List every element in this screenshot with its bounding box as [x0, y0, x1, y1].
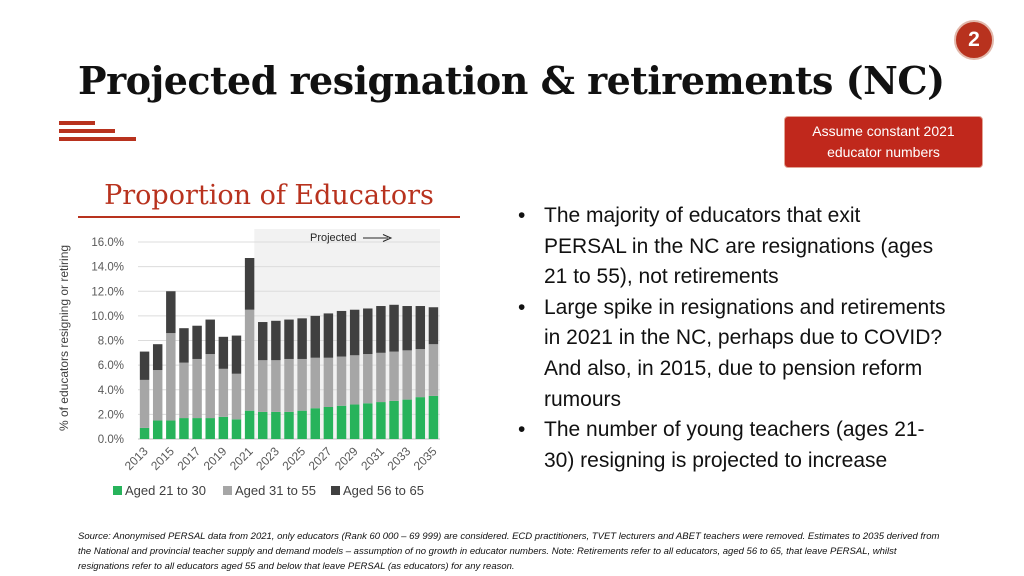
- bar-2017-series-2: [192, 359, 201, 418]
- bar-2028-series-1: [337, 406, 346, 439]
- bullet-item-2: • Large spike in resignations and retirements in 2021 in the NC, perhaps due to COVID? And also, in 2015, due to pension reform rumours: [518, 293, 948, 415]
- bar-2013-series-3: [140, 352, 149, 380]
- bar-2020-series-3: [232, 336, 241, 374]
- bar-2015-series-3: [166, 291, 175, 333]
- bar-2020-series-1: [232, 419, 241, 439]
- bar-2032-series-1: [389, 401, 398, 439]
- y-tick-label: 0.0%: [97, 434, 124, 446]
- bar-2033-series-3: [402, 306, 411, 350]
- bar-2032-series-2: [389, 352, 398, 401]
- bar-2032-series-3: [389, 305, 398, 352]
- bar-2027-series-3: [324, 313, 333, 357]
- x-tick-label: 2025: [279, 444, 309, 474]
- bar-2013-series-2: [140, 380, 149, 428]
- bar-2026-series-1: [311, 408, 320, 439]
- bar-2034-series-2: [416, 349, 425, 397]
- bar-2029-series-2: [350, 355, 359, 404]
- projected-label: Projected: [310, 232, 357, 244]
- bar-2019-series-1: [219, 417, 228, 439]
- bar-2024-series-1: [284, 412, 293, 439]
- bar-2030-series-3: [363, 308, 372, 354]
- bar-2025-series-3: [297, 318, 306, 359]
- bullet-list: [518, 201, 948, 476]
- bar-2013-series-1: [140, 428, 149, 439]
- assumption-note: Assume constant 2021 educator numbers: [784, 116, 983, 168]
- bar-2022-series-1: [258, 412, 267, 439]
- x-tick-label: 2017: [174, 444, 204, 474]
- legend-label-3: Aged 56 to 65: [343, 483, 424, 498]
- bar-2019-series-3: [219, 337, 228, 369]
- bar-2025-series-2: [297, 359, 306, 411]
- y-axis-title: % of educators resigning or retiring: [57, 244, 71, 432]
- page-title: Projected resignation & retirements (NC): [78, 58, 945, 103]
- bar-2033-series-2: [402, 350, 411, 399]
- x-tick-label: 2019: [200, 444, 230, 474]
- bar-2024-series-2: [284, 359, 293, 412]
- bar-2027-series-1: [324, 407, 333, 439]
- source-footnote: Source: Anonymised PERSAL data from 2021, only educators (Rank 60 000 – 69 999) are considered. ECD practitioners, TVET lecturers and ABET teachers were removed. Estimates to 2035 derived from the National and provincial teacher supply and demand models – assumption of no growth in educator numbers. Note: Retirements refer to all educators, aged 56 to 65, that leave PERSAL, whilst resignations refer to all educators aged 55 and below that leave PERSAL (as educators) for any reason.: [78, 531, 940, 572]
- y-tick-label: 2.0%: [97, 409, 124, 422]
- bar-2018-series-1: [205, 418, 214, 439]
- bar-2030-series-1: [363, 403, 372, 439]
- bar-2022-series-2: [258, 360, 267, 412]
- x-tick-label: 2033: [384, 444, 414, 474]
- bar-2019-series-2: [219, 369, 228, 417]
- bar-2034-series-3: [416, 306, 425, 349]
- legend-swatch-3: [331, 486, 340, 495]
- bar-2027-series-2: [324, 358, 333, 407]
- bar-2018-series-3: [205, 320, 214, 354]
- bar-2020-series-2: [232, 374, 241, 420]
- page-number-badge: [954, 20, 994, 60]
- bar-2023-series-2: [271, 360, 280, 412]
- bar-2016-series-3: [179, 328, 188, 362]
- x-tick-label: 2035: [410, 444, 440, 474]
- legend-swatch-2: [223, 486, 232, 495]
- y-tick-label: 4.0%: [97, 384, 124, 397]
- bar-2035-series-2: [429, 344, 438, 396]
- chart-heading: Proportion of Educators: [104, 180, 434, 211]
- y-tick-label: 6.0%: [97, 360, 124, 373]
- x-tick-label: 2013: [121, 444, 151, 474]
- bar-2021-series-2: [245, 310, 254, 411]
- bar-2016-series-2: [179, 363, 188, 418]
- bar-2031-series-2: [376, 353, 385, 402]
- y-tick-label: 12.0%: [91, 286, 124, 299]
- x-tick-label: 2023: [253, 444, 282, 474]
- bar-2022-series-3: [258, 322, 267, 360]
- bar-2021-series-1: [245, 411, 254, 439]
- bar-2028-series-3: [337, 311, 346, 357]
- bar-2017-series-3: [192, 326, 201, 359]
- bar-2029-series-3: [350, 310, 359, 356]
- projected-region: [254, 229, 440, 439]
- bar-2034-series-1: [416, 397, 425, 439]
- bullet-item-1: • The majority of educators that exit PERSAL in the NC are resignations (ages 21 to 55), not retirements: [518, 201, 948, 293]
- legend-label-2: Aged 31 to 55: [235, 483, 316, 498]
- x-tick-label: 2015: [148, 444, 177, 474]
- y-tick-label: 8.0%: [97, 335, 124, 348]
- bar-2014-series-2: [153, 370, 162, 420]
- bar-2024-series-3: [284, 320, 293, 359]
- bar-2021-series-3: [245, 258, 254, 310]
- bar-2014-series-3: [153, 344, 162, 370]
- x-tick-label: 2031: [358, 444, 388, 474]
- bar-2028-series-2: [337, 357, 346, 406]
- bar-2017-series-1: [192, 418, 201, 439]
- stacked-bar-chart: [0, 0, 500, 520]
- bar-2026-series-2: [311, 358, 320, 408]
- bar-2026-series-3: [311, 316, 320, 358]
- bar-2031-series-1: [376, 402, 385, 439]
- bar-2035-series-3: [429, 307, 438, 344]
- bar-2015-series-2: [166, 333, 175, 420]
- legend-swatch-1: [113, 486, 122, 495]
- bar-2015-series-1: [166, 421, 175, 439]
- bar-2035-series-1: [429, 396, 438, 439]
- bar-2018-series-2: [205, 354, 214, 418]
- bar-2014-series-1: [153, 421, 162, 439]
- bar-2016-series-1: [179, 418, 188, 439]
- y-tick-label: 10.0%: [91, 310, 124, 323]
- page-number: 2: [968, 28, 980, 51]
- bar-2025-series-1: [297, 411, 306, 439]
- bar-2023-series-1: [271, 412, 280, 439]
- bar-2031-series-3: [376, 306, 385, 353]
- bar-2033-series-1: [402, 400, 411, 439]
- x-tick-label: 2027: [305, 444, 335, 474]
- y-tick-label: 16.0%: [91, 237, 124, 249]
- bar-2029-series-1: [350, 405, 359, 439]
- x-tick-label: 2021: [226, 444, 256, 474]
- y-tick-label: 14.0%: [91, 261, 124, 274]
- bar-2030-series-2: [363, 354, 372, 403]
- x-tick-label: 2029: [331, 444, 361, 474]
- bullet-item-3: • The number of young teachers (ages 21-30) resigning is projected to increase: [518, 415, 948, 476]
- bar-2023-series-3: [271, 321, 280, 360]
- legend-label-1: Aged 21 to 30: [125, 483, 206, 498]
